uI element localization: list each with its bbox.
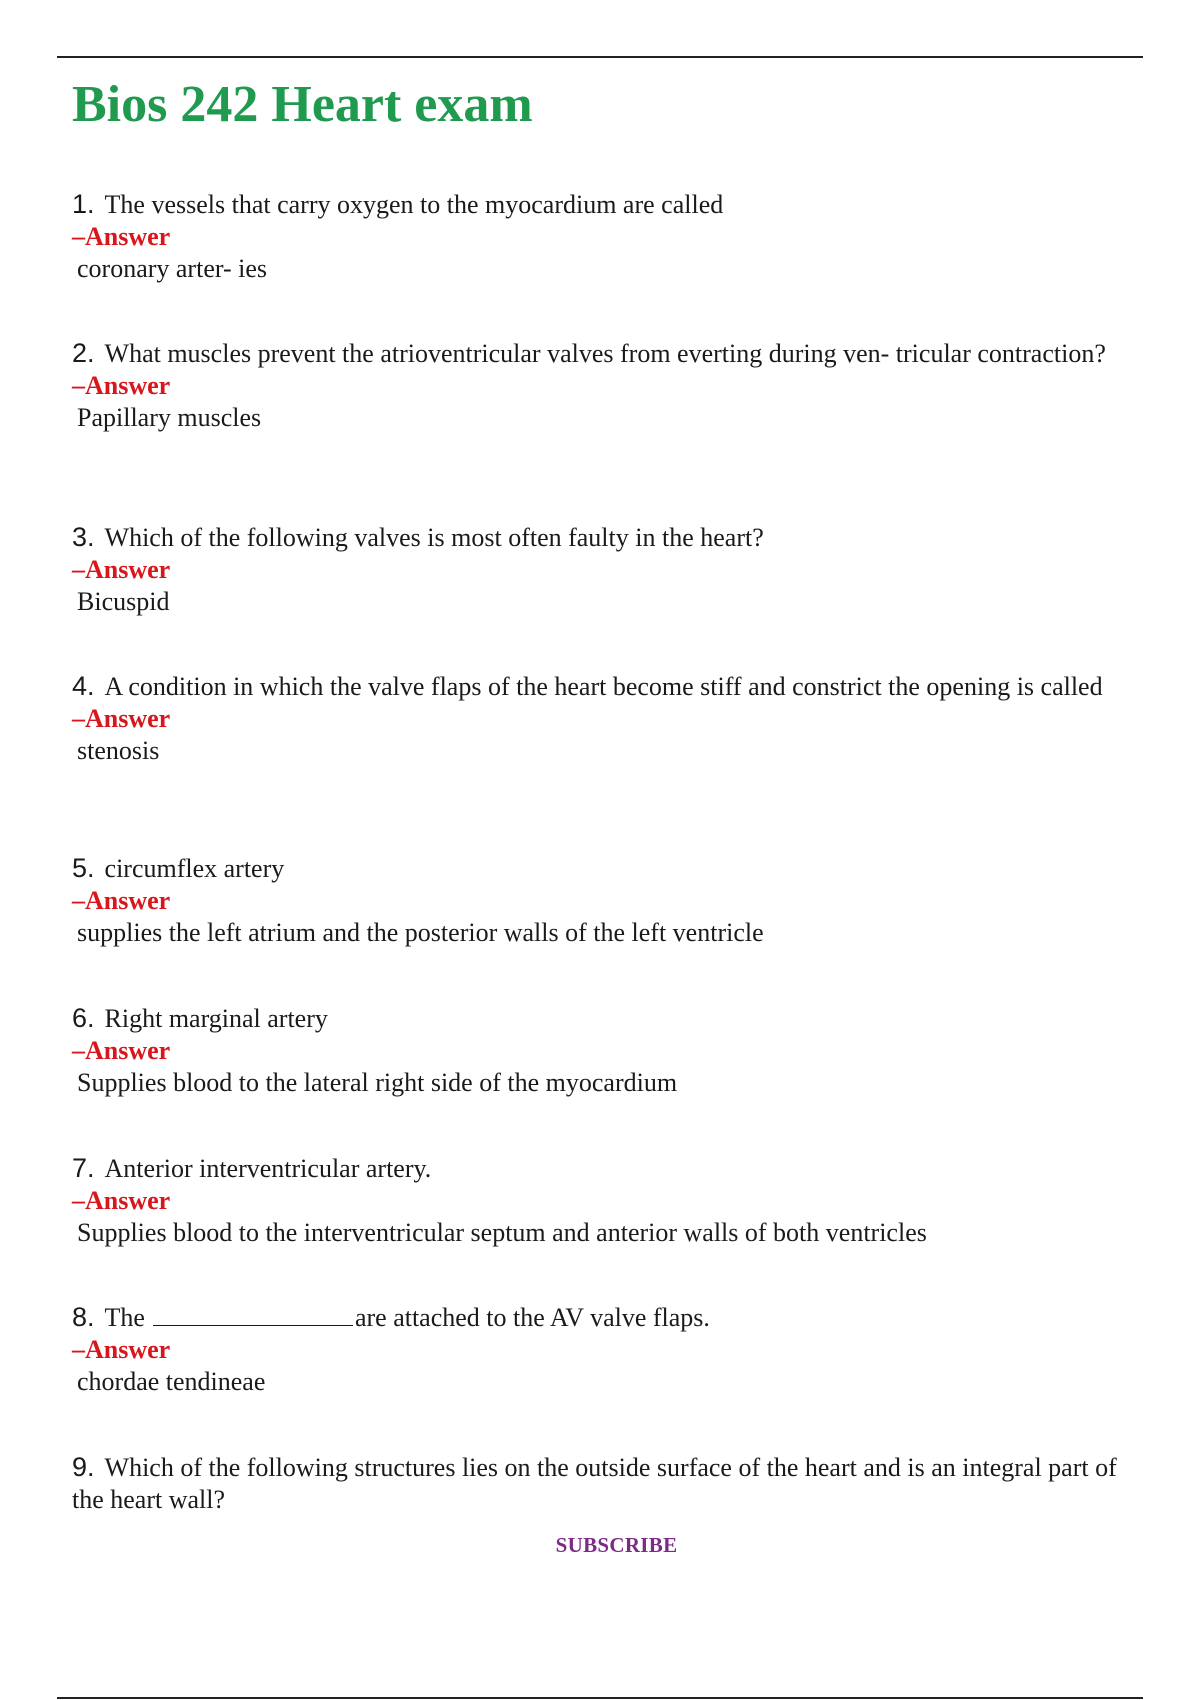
- question-item-4: [72, 670, 1132, 767]
- answer-label: –Answer: [72, 555, 171, 584]
- answer-label: –Answer: [72, 371, 171, 400]
- answer-text: Bicuspid: [77, 587, 170, 616]
- question-item-5: [72, 852, 1132, 949]
- answer-label: –Answer: [72, 704, 171, 733]
- question-number: 9.: [72, 1452, 95, 1482]
- question-text: 4. A condition in which the valve flaps of the heart become stiff and constrict the opening is called: [72, 671, 1103, 701]
- question-number: 5.: [72, 853, 95, 883]
- question-text: 5. circumflex artery: [72, 853, 285, 883]
- subscribe-link[interactable]: SUBSCRIBE: [555, 1533, 678, 1557]
- question-item-1: [72, 188, 1132, 285]
- question-text: 7. Anterior interventricular artery.: [72, 1153, 432, 1183]
- question-item-8: [72, 1301, 1132, 1398]
- question-number: 3.: [72, 522, 95, 552]
- answer-text: coronary arter- ies: [77, 254, 268, 283]
- answer-label: –Answer: [72, 886, 171, 915]
- question-text: 3. Which of the following valves is most often faulty in the heart?: [72, 522, 764, 552]
- question-item-3: [72, 521, 1132, 618]
- answer-text: Supplies blood to the interventricular septum and anterior walls of both ventricles: [77, 1218, 927, 1247]
- question-number: 7.: [72, 1153, 95, 1183]
- answer-text: supplies the left atrium and the posterior walls of the left ventricle: [77, 918, 764, 947]
- page-title: Bios 242 Heart exam: [72, 76, 533, 133]
- question-text: 1. The vessels that carry oxygen to the myocardium are called: [72, 189, 724, 219]
- answer-text: Supplies blood to the lateral right side of the myocardium: [77, 1068, 678, 1097]
- question-item-2: [72, 337, 1132, 434]
- question-item-9: [72, 1451, 1132, 1516]
- question-number: 8.: [72, 1302, 95, 1332]
- bottom-divider: [57, 1697, 1143, 1699]
- question-number: 4.: [72, 671, 95, 701]
- answer-label: –Answer: [72, 1186, 171, 1215]
- question-item-7: [72, 1152, 1132, 1249]
- answer-label: –Answer: [72, 222, 171, 251]
- answer-text: chordae tendineae: [77, 1367, 266, 1396]
- question-item-6: [72, 1002, 1132, 1099]
- question-number: 2.: [72, 338, 95, 368]
- answer-label: –Answer: [72, 1036, 171, 1065]
- answer-text: stenosis: [77, 736, 160, 765]
- question-text: 2. What muscles prevent the atrioventricular valves from everting during ven- tricular contraction?: [72, 338, 1106, 368]
- question-number: 1.: [72, 189, 95, 219]
- question-text: 9. Which of the following structures lies on the outside surface of the heart and is an integral part of the heart wall?: [72, 1452, 1117, 1514]
- question-number: 6.: [72, 1003, 95, 1033]
- question-text: 6. Right marginal artery: [72, 1003, 328, 1033]
- fill-in-blank-line: [153, 1301, 353, 1326]
- question-text: 8. The are attached to the AV valve flaps.: [72, 1302, 710, 1332]
- answer-label: –Answer: [72, 1335, 171, 1364]
- answer-text: Papillary muscles: [77, 403, 262, 432]
- top-divider: [57, 56, 1143, 58]
